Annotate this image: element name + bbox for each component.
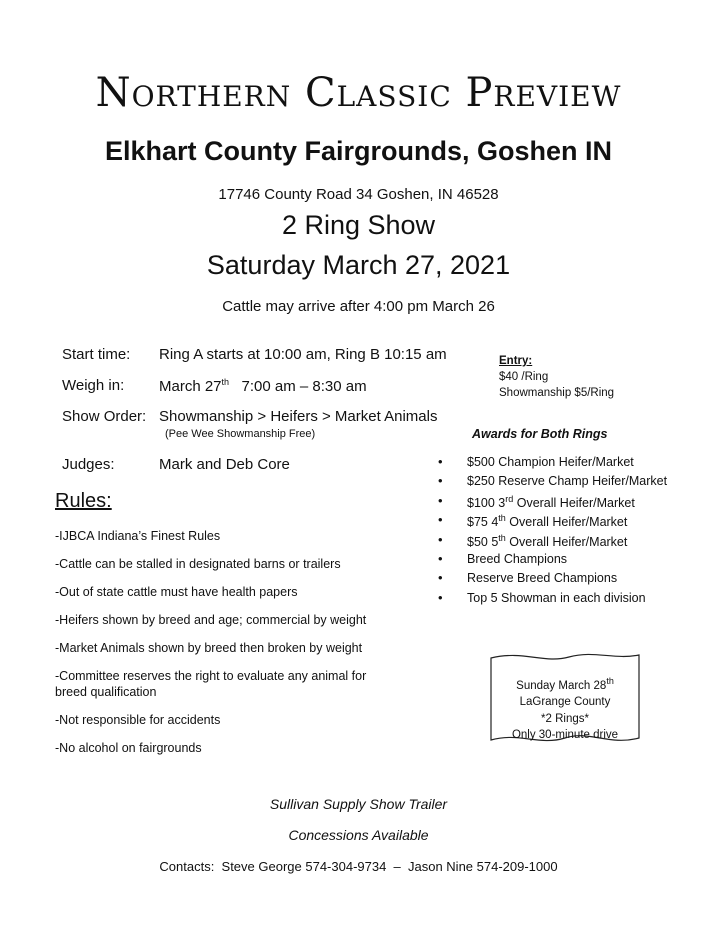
- trailer-note: Sullivan Supply Show Trailer: [269, 796, 448, 812]
- ring-show-heading: 2 Ring Show: [281, 210, 436, 240]
- sunday-drive: Only 30-minute drive: [511, 729, 619, 742]
- award-item: • $250 Reserve Champ Heifer/Market: [438, 474, 667, 493]
- rule-item: -No alcohol on fairgrounds: [55, 741, 202, 755]
- sunday-banner: [489, 673, 641, 744]
- judges-value: Mark and Deb Core: [159, 456, 290, 473]
- award-item: • Top 5 Showman in each division: [438, 591, 667, 610]
- venue-heading: Elkhart County Fairgrounds, Goshen IN: [104, 136, 613, 166]
- entry-heading: Entry:: [499, 355, 533, 367]
- rule-item: -Not responsible for accidents: [55, 713, 221, 727]
- rules-list: [55, 528, 425, 768]
- awards-list: [438, 455, 667, 610]
- venue-address: 17746 County Road 34 Goshen, IN 46528: [218, 186, 499, 203]
- page-title: Northern Classic Preview: [95, 70, 622, 116]
- show-order-label: Show Order:: [62, 408, 147, 425]
- award-item: • $100 3rd Overall Heifer/Market: [438, 494, 667, 513]
- sunday-location: LaGrange County: [519, 696, 611, 709]
- award-item: • Breed Champions: [438, 552, 667, 571]
- contacts-line: Contacts: Steve George 574-304-9734 – Jason Nine 574-209-1000: [159, 859, 558, 874]
- weigh-in-value: March 27th 7:00 am – 8:30 am: [159, 377, 367, 395]
- rule-item: -Cattle can be stalled in designated barns or trailers: [55, 557, 341, 571]
- entry-block: [499, 353, 614, 401]
- award-item: • $500 Champion Heifer/Market: [438, 455, 667, 474]
- rule-item: -Committee reserves the right to evaluate any animal for breed qualification: [55, 669, 367, 699]
- start-time-label: Start time:: [62, 346, 131, 363]
- sunday-date: Sunday March 28th: [516, 676, 614, 692]
- rule-item: -IJBCA Indiana’s Finest Rules: [55, 529, 221, 543]
- peewee-note: (Pee Wee Showmanship Free): [165, 428, 316, 440]
- rules-heading: Rules:: [55, 490, 112, 512]
- start-time-value: Ring A starts at 10:00 am, Ring B 10:15 am: [159, 346, 447, 363]
- award-item: • Reserve Breed Champions: [438, 571, 667, 590]
- arrival-note: Cattle may arrive after 4:00 pm March 26: [222, 298, 495, 315]
- award-item: • $75 4th Overall Heifer/Market: [438, 513, 667, 532]
- entry-ring-fee: $40 /Ring: [499, 371, 549, 383]
- sunday-rings: *2 Rings*: [541, 712, 589, 725]
- show-order-value: Showmanship > Heifers > Market Animals: [159, 408, 438, 425]
- award-item: • $50 5th Overall Heifer/Market: [438, 533, 667, 552]
- concessions-note: Concessions Available: [288, 827, 429, 843]
- weigh-in-label: Weigh in:: [62, 377, 125, 394]
- rule-item: -Market Animals shown by breed then broken by weight: [55, 641, 363, 655]
- judges-label: Judges:: [62, 456, 115, 473]
- rule-item: -Out of state cattle must have health papers: [55, 585, 298, 599]
- rule-item: -Heifers shown by breed and age; commercial by weight: [55, 613, 367, 627]
- show-date: Saturday March 27, 2021: [206, 250, 511, 280]
- awards-heading: Awards for Both Rings: [472, 427, 608, 441]
- entry-showmanship-fee: Showmanship $5/Ring: [499, 387, 615, 399]
